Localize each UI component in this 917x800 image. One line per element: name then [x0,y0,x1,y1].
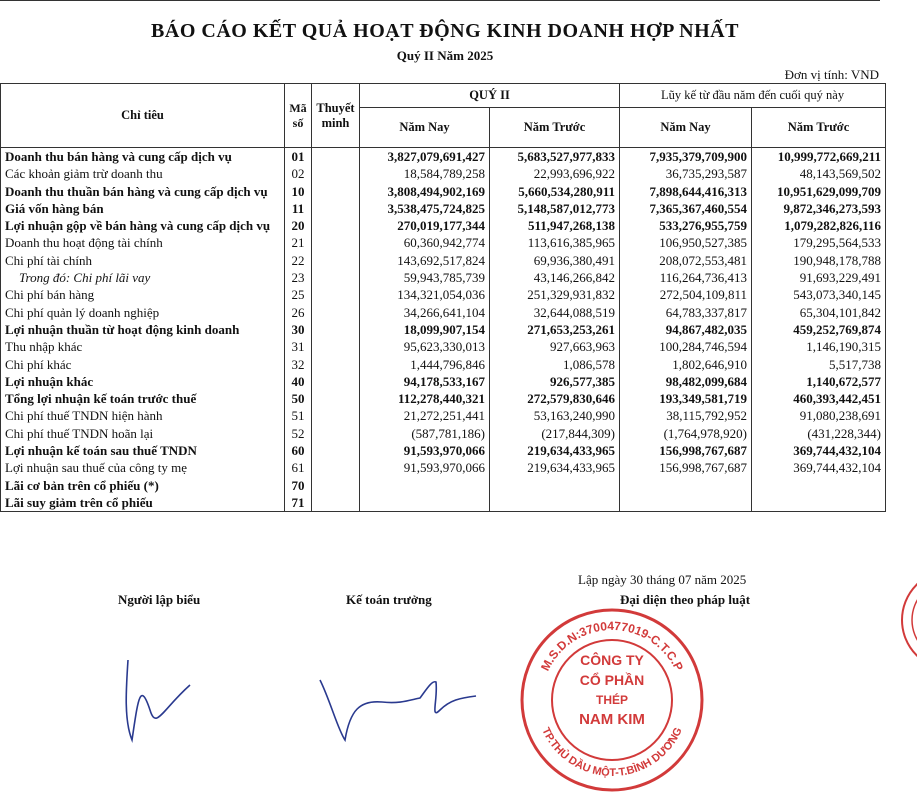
row-note [312,321,360,338]
partial-stamp-edge [897,550,917,690]
table-row [1,407,886,424]
row-note [312,390,360,407]
row-quarter-prior-year: 53,163,240,990 [490,407,620,424]
row-note [312,217,360,234]
header-ytd-prior-year: Năm Trước [752,108,886,148]
row-quarter-prior-year: 113,616,385,965 [490,234,620,251]
row-quarter-prior-year: 22,993,696,922 [490,165,620,182]
row-code: 21 [285,234,312,251]
table-row [1,373,886,390]
row-quarter-prior-year: 219,634,433,965 [490,459,620,476]
row-quarter-this-year: 1,444,796,846 [360,356,490,373]
row-code: 20 [285,217,312,234]
chief-accountant-label: Kế toán trưởng [346,592,432,607]
row-code: 01 [285,148,312,166]
row-indicator: Chi phí thuế TNDN hiện hành [1,407,285,424]
stamp-ring-text: M.S.D.N:3700477019-C.T.C.P [538,618,687,674]
row-ytd-this-year: 156,998,767,687 [620,442,752,459]
svg-text:TP.THỦ DẦU MỘT-T.BÌNH DƯƠNG [539,726,685,779]
header-q-prior-year: Năm Trước [490,108,620,148]
row-note [312,407,360,424]
row-quarter-this-year: 143,692,517,824 [360,252,490,269]
table-row [1,234,886,251]
legal-rep-label: Đại diện theo pháp luật [620,592,751,607]
top-rule [0,0,880,1]
stamp-line-3: THÉP [595,693,629,707]
row-ytd-this-year: 1,802,646,910 [620,356,752,373]
row-note [312,304,360,321]
row-ytd-prior-year: 1,146,190,315 [752,338,886,355]
row-code: 71 [285,494,312,512]
row-ytd-this-year: 193,349,581,719 [620,390,752,407]
row-indicator: Thu nhập khác [1,338,285,355]
row-ytd-prior-year: 369,744,432,104 [752,442,886,459]
row-ytd-prior-year: 369,744,432,104 [752,459,886,476]
row-ytd-prior-year [752,494,886,512]
row-indicator: Doanh thu thuần bán hàng và cung cấp dịch vụ [1,183,285,200]
row-quarter-this-year: 91,593,970,066 [360,459,490,476]
row-ytd-this-year: 98,482,099,684 [620,373,752,390]
row-code: 26 [285,304,312,321]
table-row [1,477,886,494]
row-quarter-this-year [360,477,490,494]
row-quarter-prior-year: (217,844,309) [490,425,620,442]
row-quarter-prior-year: 32,644,088,519 [490,304,620,321]
row-indicator: Giá vốn hàng bán [1,200,285,217]
row-code: 50 [285,390,312,407]
row-indicator: Lợi nhuận thuần từ hoạt động kinh doanh [1,321,285,338]
row-quarter-prior-year: 5,683,527,977,833 [490,148,620,166]
table-row [1,252,886,269]
row-ytd-this-year: 100,284,746,594 [620,338,752,355]
row-indicator: Các khoản giảm trừ doanh thu [1,165,285,182]
row-note [312,148,360,166]
row-quarter-prior-year [490,477,620,494]
row-note [312,356,360,373]
row-quarter-prior-year: 5,148,587,012,773 [490,200,620,217]
table-row [1,390,886,407]
row-note [312,200,360,217]
row-code: 11 [285,200,312,217]
table-row [1,217,886,234]
row-code: 23 [285,269,312,286]
row-ytd-prior-year: 10,999,772,669,211 [752,148,886,166]
row-code: 61 [285,459,312,476]
row-ytd-prior-year: 91,693,229,491 [752,269,886,286]
row-ytd-prior-year: 48,143,569,502 [752,165,886,182]
row-ytd-this-year: 7,935,379,709,900 [620,148,752,166]
row-ytd-this-year: 7,898,644,416,313 [620,183,752,200]
row-code: 32 [285,356,312,373]
row-note [312,494,360,512]
row-indicator: Lợi nhuận gộp về bán hàng và cung cấp dịch vụ [1,217,285,234]
row-indicator: Doanh thu bán hàng và cung cấp dịch vụ [1,148,285,166]
row-ytd-this-year: 533,276,955,759 [620,217,752,234]
row-indicator: Lợi nhuận khác [1,373,285,390]
row-quarter-prior-year: 1,086,578 [490,356,620,373]
header-indicator: Chỉ tiêu [1,84,285,148]
row-quarter-this-year: 3,538,475,724,825 [360,200,490,217]
table-row [1,148,886,166]
row-ytd-this-year [620,477,752,494]
row-code: 51 [285,407,312,424]
header-ytd-this-year: Năm Nay [620,108,752,148]
table-row [1,425,886,442]
row-quarter-this-year: 60,360,942,774 [360,234,490,251]
row-ytd-prior-year: (431,228,344) [752,425,886,442]
row-quarter-this-year: 94,178,533,167 [360,373,490,390]
row-indicator: Chi phí tài chính [1,252,285,269]
row-ytd-prior-year: 179,295,564,533 [752,234,886,251]
row-indicator: Lợi nhuận sau thuế của công ty mẹ [1,459,285,476]
row-code: 02 [285,165,312,182]
table-row [1,286,886,303]
header-note: Thuyết minh [312,84,360,148]
row-ytd-this-year: 156,998,767,687 [620,459,752,476]
table-row [1,200,886,217]
row-note [312,442,360,459]
report-period: Quý II Năm 2025 [396,48,494,63]
row-note [312,425,360,442]
stamp-line-1: CÔNG TY [580,652,644,668]
row-indicator: Chi phí thuế TNDN hoãn lại [1,425,285,442]
row-ytd-prior-year: 65,304,101,842 [752,304,886,321]
row-ytd-prior-year: 1,079,282,826,116 [752,217,886,234]
chief-accountant-signature [320,680,476,740]
row-ytd-prior-year [752,477,886,494]
row-note [312,183,360,200]
row-ytd-this-year: 7,365,367,460,554 [620,200,752,217]
row-ytd-prior-year: 9,872,346,273,593 [752,200,886,217]
row-ytd-this-year: (1,764,978,920) [620,425,752,442]
stamp-line-2: CỔ PHẦN [579,672,645,688]
row-indicator: Lãi cơ bản trên cổ phiếu (*) [1,477,285,494]
row-ytd-this-year: 36,735,293,587 [620,165,752,182]
row-quarter-this-year: 3,808,494,902,169 [360,183,490,200]
row-ytd-this-year: 94,867,482,035 [620,321,752,338]
currency-unit: Đơn vị tính: VND [784,67,879,82]
row-note [312,477,360,494]
row-ytd-prior-year: 1,140,672,577 [752,373,886,390]
row-quarter-this-year: 91,593,970,066 [360,442,490,459]
header-code: Mã số [285,84,312,148]
row-quarter-prior-year: 927,663,963 [490,338,620,355]
row-indicator: Trong đó: Chi phí lãi vay [1,269,285,286]
row-ytd-prior-year: 10,951,629,099,709 [752,183,886,200]
table-row [1,494,886,512]
row-indicator: Chi phí khác [1,356,285,373]
row-quarter-this-year: 18,099,907,154 [360,321,490,338]
row-indicator: Tổng lợi nhuận kế toán trước thuế [1,390,285,407]
row-quarter-this-year: 18,584,789,258 [360,165,490,182]
row-quarter-this-year: 270,019,177,344 [360,217,490,234]
signatures [0,640,917,780]
row-quarter-prior-year: 271,653,253,261 [490,321,620,338]
row-ytd-prior-year: 91,080,238,691 [752,407,886,424]
row-quarter-prior-year: 69,936,380,491 [490,252,620,269]
row-note [312,459,360,476]
header-ytd: Lũy kế từ đầu năm đến cuối quý này [620,84,886,108]
report-date: Lập ngày 30 tháng 07 năm 2025 [578,572,747,587]
row-ytd-this-year: 116,264,736,413 [620,269,752,286]
row-ytd-prior-year: 543,073,340,145 [752,286,886,303]
preparer-signature [126,660,190,740]
row-code: 60 [285,442,312,459]
row-quarter-this-year: (587,781,186) [360,425,490,442]
table-row [1,269,886,286]
row-quarter-this-year: 112,278,440,321 [360,390,490,407]
row-ytd-this-year: 208,072,553,481 [620,252,752,269]
row-code: 40 [285,373,312,390]
table-row [1,459,886,476]
table-row [1,165,886,182]
row-note [312,286,360,303]
row-ytd-this-year: 106,950,527,385 [620,234,752,251]
preparer-label: Người lập biểu [118,592,201,607]
row-quarter-this-year: 21,272,251,441 [360,407,490,424]
row-quarter-prior-year: 272,579,830,646 [490,390,620,407]
row-code: 30 [285,321,312,338]
row-ytd-this-year: 64,783,337,817 [620,304,752,321]
report-title: BÁO CÁO KẾT QUẢ HOẠT ĐỘNG KINH DOANH HỢP NHẤT [151,20,739,42]
row-quarter-prior-year: 5,660,534,280,911 [490,183,620,200]
row-indicator: Lợi nhuận kế toán sau thuế TNDN [1,442,285,459]
row-quarter-prior-year [490,494,620,512]
row-quarter-this-year: 95,623,330,013 [360,338,490,355]
row-indicator: Chi phí bán hàng [1,286,285,303]
row-code: 52 [285,425,312,442]
row-note [312,252,360,269]
row-quarter-this-year: 134,321,054,036 [360,286,490,303]
row-note [312,234,360,251]
row-note [312,269,360,286]
row-code: 70 [285,477,312,494]
header-quarter: QUÝ II [360,84,620,108]
row-ytd-prior-year: 459,252,769,874 [752,321,886,338]
row-code: 10 [285,183,312,200]
row-ytd-prior-year: 5,517,738 [752,356,886,373]
row-indicator: Lãi suy giảm trên cổ phiếu [1,494,285,512]
row-note [312,165,360,182]
row-quarter-this-year: 3,827,079,691,427 [360,148,490,166]
row-code: 31 [285,338,312,355]
company-stamp [512,600,712,800]
table-row [1,304,886,321]
table-row [1,356,886,373]
table-row [1,442,886,459]
row-quarter-prior-year: 43,146,266,842 [490,269,620,286]
row-note [312,338,360,355]
stamp-line-4: NAM KIM [579,711,645,728]
row-code: 22 [285,252,312,269]
row-ytd-this-year [620,494,752,512]
row-quarter-this-year [360,494,490,512]
table-row [1,183,886,200]
income-statement-table [0,83,886,512]
row-quarter-prior-year: 219,634,433,965 [490,442,620,459]
row-ytd-prior-year: 190,948,178,788 [752,252,886,269]
stamp-bottom-text: TP.THỦ DẦU MỘT-T.BÌNH DƯƠNG [539,725,685,780]
row-quarter-prior-year: 926,577,385 [490,373,620,390]
row-indicator: Doanh thu hoạt động tài chính [1,234,285,251]
row-indicator: Chi phí quản lý doanh nghiệp [1,304,285,321]
row-quarter-prior-year: 251,329,931,832 [490,286,620,303]
row-quarter-prior-year: 511,947,268,138 [490,217,620,234]
header-q-this-year: Năm Nay [360,108,490,148]
row-note [312,373,360,390]
row-ytd-this-year: 38,115,792,952 [620,407,752,424]
table-row [1,321,886,338]
row-code: 25 [285,286,312,303]
row-quarter-this-year: 59,943,785,739 [360,269,490,286]
row-ytd-prior-year: 460,393,442,451 [752,390,886,407]
row-quarter-this-year: 34,266,641,104 [360,304,490,321]
row-ytd-this-year: 272,504,109,811 [620,286,752,303]
table-row [1,338,886,355]
